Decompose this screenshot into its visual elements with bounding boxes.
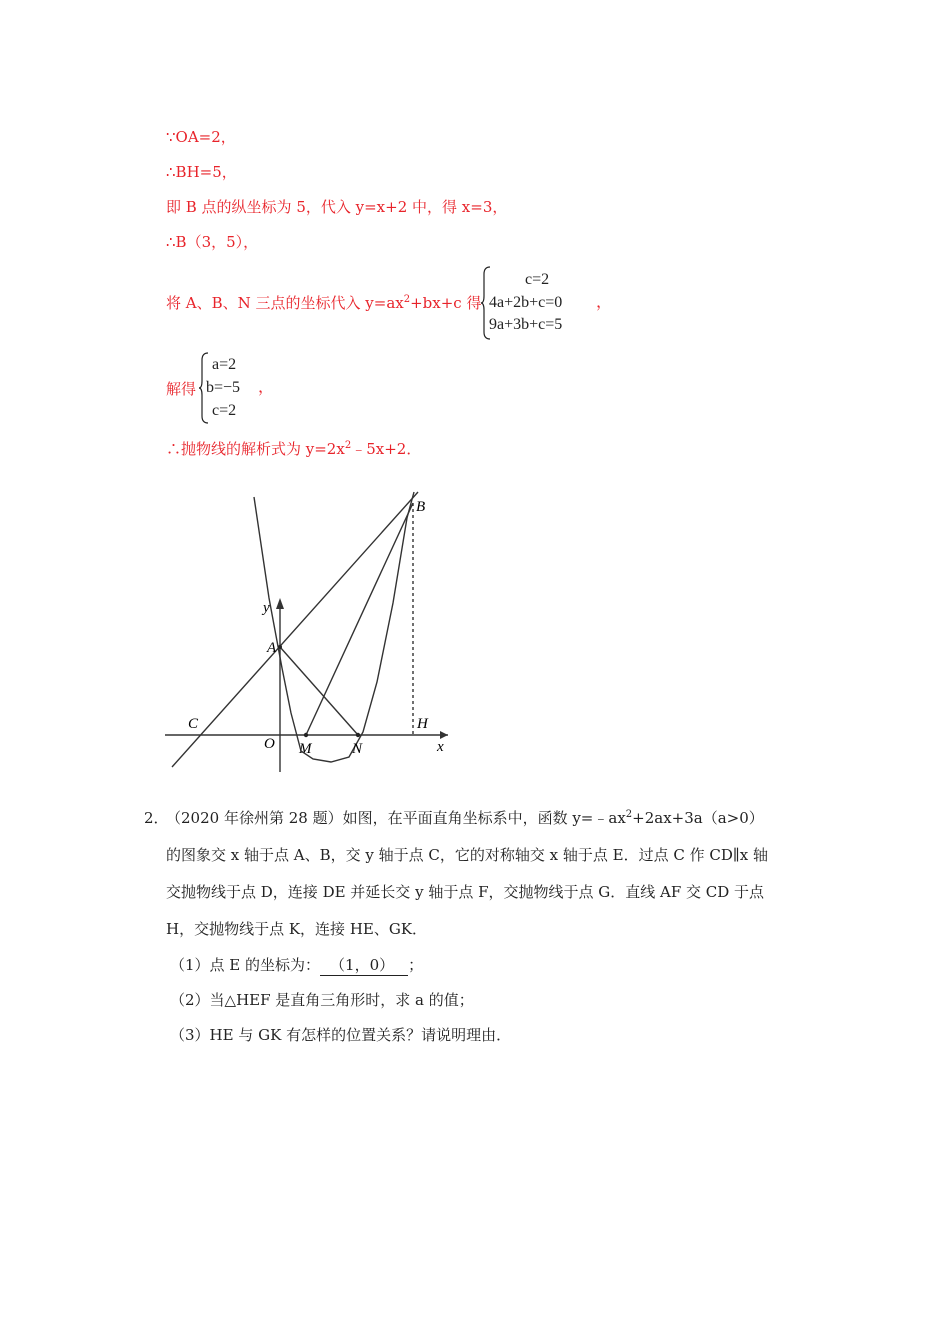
system2-eq2: b=−5	[206, 379, 241, 396]
label-b: B	[416, 499, 426, 515]
label-y: y	[263, 600, 270, 616]
answer-blank: （1，0）	[320, 955, 408, 976]
system2-tail: ，	[258, 379, 275, 396]
system2-eq3: c=2	[212, 402, 237, 419]
question-2: （2）当△HEF 是直角三角形时，求 a 的值；	[170, 991, 474, 1009]
solution-line-3: 即 B 点的纵坐标为 5，代入 y=x+2 中，得 x=3，	[166, 198, 508, 216]
solution-line-7: ∴抛物线的解析式为 $y=2x^2﹣5x+2$．	[166, 440, 422, 458]
label-m: M	[299, 741, 312, 757]
point-a	[278, 645, 282, 649]
parabola-curve	[254, 492, 414, 762]
segment-an	[280, 647, 358, 735]
parabola-figure	[160, 465, 470, 780]
problem-line-1: （2020 年徐州第 28 题）如图，在平面直角坐标系中，函数 $y=﹣ax^2+2ax+3a(a>0)$	[166, 809, 764, 827]
system2-eq1: a=2	[212, 356, 237, 373]
label-x: x	[437, 739, 444, 755]
label-a: A	[267, 640, 277, 656]
solution-line-5: 将 A、B、N 三点的坐标代入 $y=ax^2+bx+c$ 得	[166, 294, 482, 312]
label-c: C	[188, 716, 199, 732]
solution-line-2: ∴BH=5，	[166, 163, 237, 181]
question-1: （1）点 E 的坐标为： （1，0） ；	[170, 956, 424, 974]
problem-number: 2．	[144, 809, 169, 827]
solution-line-6: 解得	[166, 380, 197, 398]
problem-line-2: 的图象交 x 轴于点 A、B，交 y 轴于点 C，它的对称轴交 x 轴于点 E．过点 C 作 CD∥x 轴	[166, 846, 769, 864]
system1-eq2: 4a+2b+c=0	[489, 294, 563, 311]
system1-eq3: 9a+3b+c=5	[489, 316, 563, 333]
problem-line-3: 交抛物线于点 D，连接 DE 并延长交 y 轴于点 F，交抛物线于点 G．直线 AF 交 CD 于点	[166, 883, 765, 901]
point-n	[356, 733, 360, 737]
label-n: N	[352, 741, 363, 757]
label-o: O	[264, 736, 275, 752]
problem-line-4: H，交抛物线于点 K，连接 HE、GK．	[166, 920, 428, 938]
segment-mb	[306, 503, 413, 735]
point-m	[304, 733, 308, 737]
solution-line-1: ∵OA=2，	[166, 128, 236, 146]
x-axis-arrow	[440, 731, 448, 739]
solution-line-4: ∴B（3，5），	[166, 233, 259, 251]
question-3: （3）HE 与 GK 有怎样的位置关系？请说明理由．	[170, 1026, 512, 1044]
system1-eq1: c=2	[525, 271, 550, 288]
label-h: H	[417, 716, 428, 732]
system1-tail: ，	[596, 294, 613, 311]
y-axis-arrow	[276, 598, 284, 609]
